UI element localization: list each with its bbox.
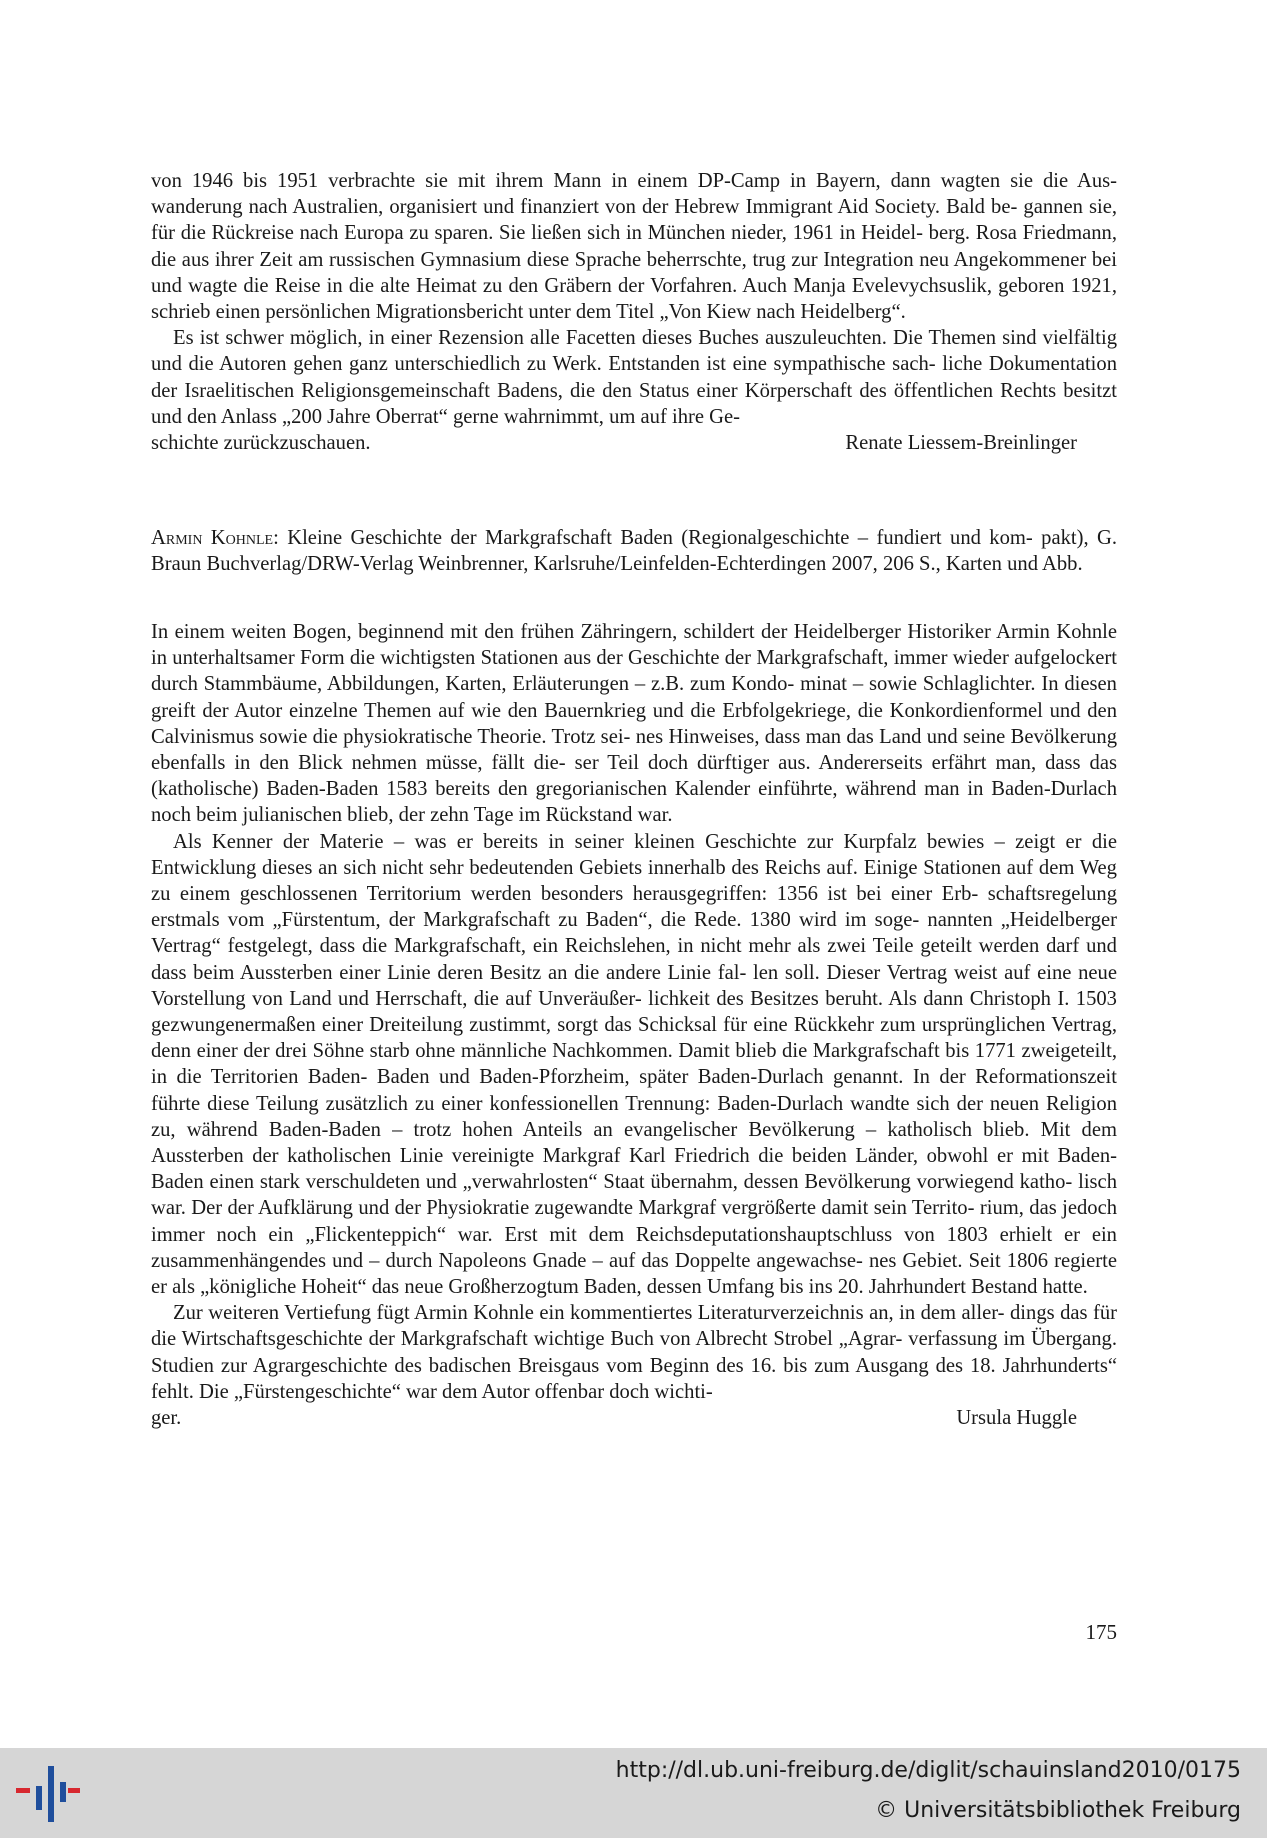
- review1-paragraph-1: [151, 168, 1117, 325]
- text-line: Integration neu Angekommener bei und wagte die Reise in die alte Heimat zu den Gräbern der Vorfahren.: [151, 248, 1117, 297]
- text-line: einen stark verschuldeten und „verwahrlosten“ Staat übernahm, dessen Bevölkerung vorwiegend katho-: [209, 1171, 1073, 1194]
- text-line: zwei Teile geteilt werden darf und dass beim Aussterben einer Linie deren Besitz an die andere Linie fal-: [151, 935, 1117, 984]
- text-line: Entwicklung dieses an sich nicht sehr bedeutenden Gebiets innerhalb des Reichs auf. Einige Stationen auf: [151, 856, 1034, 879]
- text-line: Kleine Geschichte der Markgrafschaft Baden (Regionalgeschichte – fundiert und kom-: [278, 527, 1033, 549]
- text-line: dem Weg zu einem geschlossenen Territorium werden besonders herausgegriffen: 1356 ist bei einer Erb-: [151, 856, 1117, 906]
- text-line: der zehn Tage im Rückstand war.: [398, 804, 673, 827]
- text-line: verfassung im Übergang. Studien zur Agrargeschichte des badischen Breisgaus vom Beginn des 16. bis: [151, 1328, 1117, 1377]
- text-line: zusätzlich zu einer konfessionellen Trennung: Baden-Durlach wandte sich der neuen Religion zu, während: [151, 1092, 1117, 1141]
- text-line: 1803 erhielt er ein zusammenhängendes und – durch Napoleons Gnade – auf das Doppelte angewachse-: [151, 1223, 1117, 1272]
- review1-signature-line: [151, 430, 1117, 456]
- ub-freiburg-logo-icon: [16, 1762, 80, 1822]
- text-line: nannten „Heidelberger Vertrag“ festgelegt, dass die Markgrafschaft, ein Reichslehen, in nicht mehr als: [151, 909, 1117, 958]
- text-line: Es ist schwer möglich, in einer Rezension alle Facetten dieses Buches auszuleuchten. Die Themen sind: [173, 327, 1037, 350]
- text-line: lichkeit des Besitzes beruht. Als dann Christoph I. 1503 gezwungenermaßen einer Dreiteilung zustimmt,: [151, 987, 1117, 1037]
- text-line: Erbfolgekriege, die Konkordienformel und den Calvinismus sowie die physiokratische Theorie. Trotz sei-: [151, 699, 1117, 748]
- text-line: Zur weiteren Vertiefung fügt Armin Kohnle ein kommentiertes Literaturverzeichnis an, in dem aller-: [173, 1302, 1005, 1325]
- text-line: len soll. Dieser Vertrag weist auf eine neue Vorstellung von Land und Herrschaft, die auf Unveräußer-: [151, 961, 1117, 1010]
- text-line: nes Hinweises, dass man das Land und seine Bevölkerung ebenfalls in den Blick nehmen müsse, fällt die-: [151, 725, 1117, 775]
- page-number: 175: [1085, 1620, 1117, 1644]
- text-line: ger.: [151, 1407, 182, 1430]
- text-line: minat – sowie Schlaglichter. In diesen greift der Autor einzelne Themen auf wie den Bauernkrieg und die: [151, 673, 1117, 722]
- reviewer-signature: Renate Liessem-Breinlinger: [845, 432, 1077, 455]
- text-line: zum Ausgang des 18. Jahrhunderts“ fehlt. Die „Fürstengeschichte“ war dem Autor offenbar doch wichti-: [151, 1354, 1117, 1403]
- text-line: nes Gebiet. Seit 1806 regierte er als „königliche Hoheit“ das neue Großherzogtum Baden, dessen Umfang: [151, 1249, 1117, 1299]
- text-line: Als Kenner der Materie – was er bereits in seiner kleinen Geschichte zur Kurpfalz bewies – zeigt er die: [173, 830, 1117, 853]
- text-line: pakt), G. Braun Buchverlag/DRW-Verlag Weinbrenner, Karlsruhe/Leinfelden-Echterdingen 2007, 206 S.,: [151, 527, 1117, 576]
- review1-paragraph-2: [151, 325, 1117, 430]
- copyright-notice: © Universitätsbibliothek Freiburg: [875, 1798, 1241, 1823]
- review2-signature-line: [151, 1405, 1117, 1431]
- text-line: wanderung nach Australien, organisiert und finanziert von der Hebrew Immigrant Aid Society. Bald be-: [151, 196, 1018, 219]
- text-line: liche Dokumentation der Israelitischen Religionsgemeinschaft Badens, die den Status einer Körperschaft: [151, 353, 1117, 402]
- text-line: gannen sie, für die Rückreise nach Europa zu sparen. Sie ließen sich in München nieder, 1961 in Heidel-: [151, 196, 1117, 245]
- text-line: den gregorianischen Kalender einführte, während man in Baden-Durlach noch beim julianischen blieb,: [151, 778, 1117, 827]
- text-line: von 1946 bis 1951 verbrachte sie mit ihrem Mann in einem DP-Camp in Bayern, dann wagten sie die Aus-: [151, 170, 1117, 192]
- review2-paragraph-1: [151, 619, 1117, 829]
- text-line: berg. Rosa Friedmann, die aus ihrer Zeit am russischen Gymnasium diese Sprache beherrschte, trug zur: [151, 222, 1117, 271]
- footer-bar: [0, 1748, 1267, 1838]
- review-continuation: [151, 168, 1117, 456]
- text-line: Titel „Von Kiew nach Heidelberg“.: [616, 301, 906, 324]
- review2-paragraph-2: [151, 829, 1117, 1301]
- text-line: des öffentlichen Rechts besitzt und den Anlass „200 Jahre Oberrat“ gerne wahrnimmt, um auf ihre Ge-: [151, 379, 1117, 428]
- reference-text: [151, 525, 1117, 577]
- text-line: Auch Manja Evelevychsuslik, geboren 1921, schrieb einen persönlichen Migrationsbericht unter dem: [151, 274, 1117, 324]
- text-line: männliche Nachkommen. Damit blieb die Markgrafschaft bis 1771 zweigeteilt, in die Territorien Baden-: [151, 1040, 1117, 1089]
- text-line: sorgt das Schicksal für eine Rückkehr zum ursprünglichen Vertrag, denn einer der drei Söhne starb ohne: [151, 1014, 1117, 1063]
- text-line: Baden und Baden-Pforzheim, später Baden-Durlach genannt. In der Reformationszeit führte diese Teilung: [151, 1066, 1118, 1115]
- text-line: lisch war. Der der Aufklärung und der Physiokratie zugewandte Markgraf vergrößerte damit sein Territo-: [151, 1171, 1117, 1220]
- text-line: schaftsregelung erstmals vom „Fürstentum, der Markgrafschaft zu Baden“, die Rede. 1380 wird im soge-: [151, 883, 1117, 932]
- text-line: In einem weiten Bogen, beginnend mit den frühen Zähringern, schildert der Heidelberger Historiker: [151, 621, 991, 643]
- text-line: Karten und Abb.: [945, 553, 1083, 576]
- reviewer-signature: Ursula Huggle: [956, 1407, 1077, 1430]
- book-author: Armin Kohnle:: [151, 527, 279, 549]
- review-body: [151, 619, 1117, 1431]
- source-url-link[interactable]: http://dl.ub.uni-freiburg.de/diglit/schauinsland2010/0175: [615, 1758, 1241, 1783]
- text-line: Armin Kohnle in unterhaltsamer Form die wichtigsten Stationen aus der Geschichte der Markgrafschaft,: [151, 621, 1117, 670]
- text-line: rium, das jedoch immer noch ein „Flickenteppich“ war. Erst mit dem Reichsdeputationshauptschluss von: [151, 1197, 1118, 1246]
- book-reference: [151, 525, 1117, 577]
- text-line: bis ins 20. Jahrhundert Bestand hatte.: [779, 1276, 1088, 1299]
- text-line: immer wieder aufgelockert durch Stammbäume, Abbildungen, Karten, Erläuterungen – z.B. zum Kondo-: [151, 647, 1117, 696]
- text-line: Baden-Baden – trotz hohen Anteils an evangelischer Bevölkerung – katholisch blieb. Mit dem Aussterben: [151, 1118, 1118, 1168]
- text-line: schichte zurückzuschauen.: [151, 432, 371, 455]
- text-line: vielfältig und die Autoren gehen ganz unterschiedlich zu Werk. Entstanden ist eine sympathische sach-: [151, 327, 1117, 376]
- text-line: dings das für die Wirtschaftsgeschichte der Markgrafschaft wichtige Buch von Albrecht Strobel „Agrar-: [151, 1302, 1118, 1351]
- text-line: der katholischen Linie vereinigte Markgraf Karl Friedrich die beiden Länder, obwohl er mit Baden-Baden: [151, 1145, 1118, 1194]
- review2-paragraph-3: [151, 1300, 1117, 1405]
- text-line: ser Teil doch dürftiger aus. Andererseits erfährt man, dass das (katholische) Baden-Baden 1583 bereits: [151, 752, 1117, 801]
